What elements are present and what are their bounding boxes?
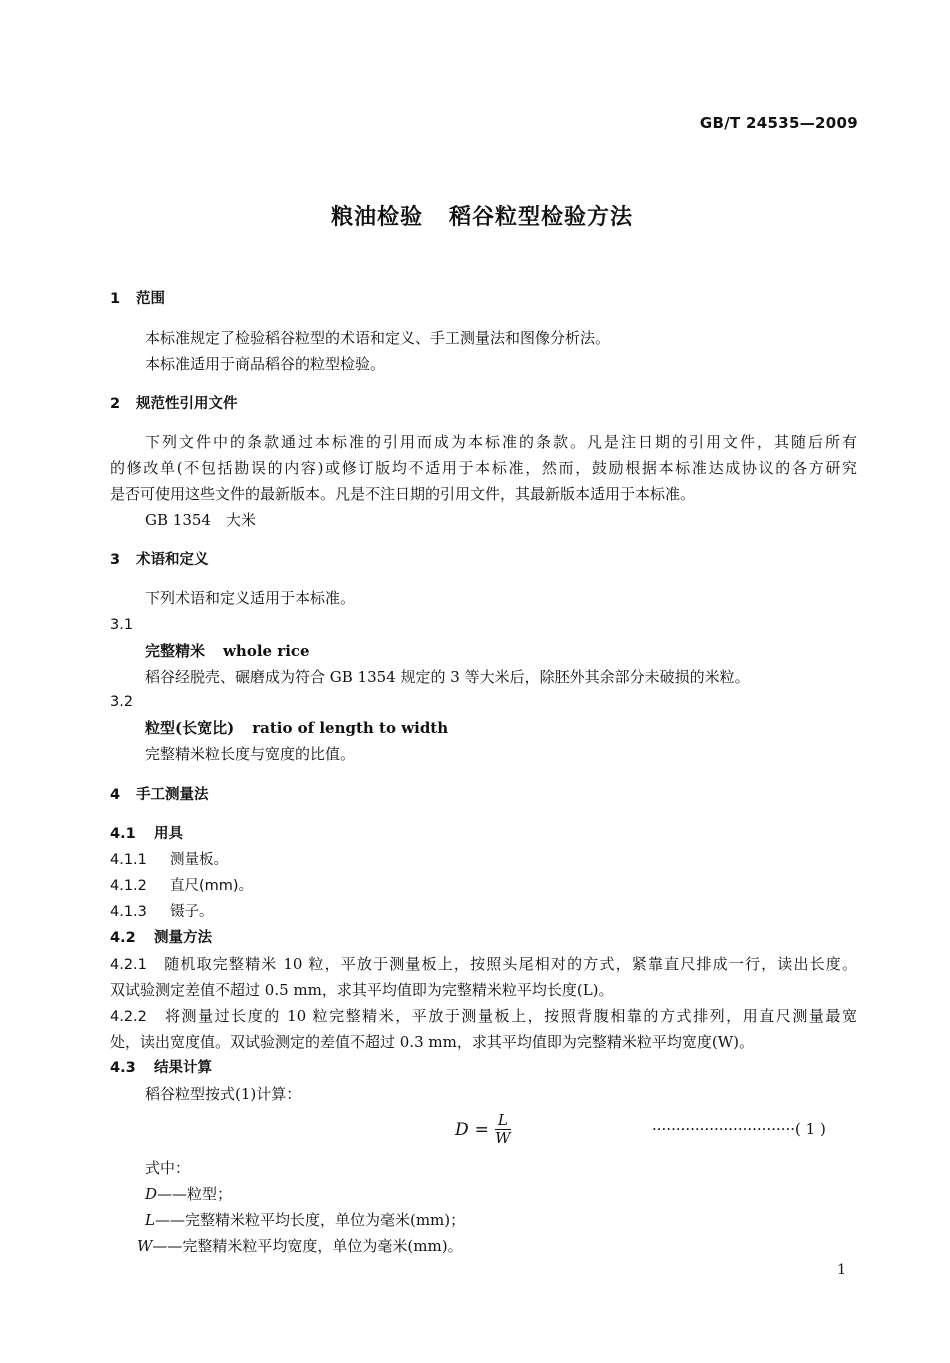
section-2-para-line-2: 的修改单(不包括勘误的内容)或修订版均不适用于本标准，然而，鼓励根据本标准达成协议的各方研究: [110, 459, 857, 477]
formula-numerator: L: [497, 1111, 508, 1129]
term-3-1-cn: 完整精米: [145, 642, 206, 660]
calculation-intro: 稻谷粒型按式(1)计算：: [145, 1085, 302, 1103]
term-3-1-definition: 稻谷经脱壳、碾磨成为符合 GB 1354 规定的 3 等大米后，除胚外其余部分未破损的米粒。: [145, 668, 750, 686]
term-3-2-title: [145, 718, 448, 738]
variable-l: L——完整精米粒平均长度，单位为毫米(mm)；: [145, 1211, 466, 1229]
term-3-1-number: 3.1: [110, 617, 134, 633]
section-4-2-1-line-1: 4.2.1 随机取完整精米 10 粒，平放于测量板上，按照头尾相对的方式，紧靠直尺排成一行，读出长度。: [110, 955, 857, 973]
variable-w: W——完整精米粒平均宽度，单位为毫米(mm)。: [137, 1237, 463, 1255]
title-part2: 稻谷粒型检验方法: [449, 205, 634, 230]
formula-equals: =: [474, 1119, 489, 1140]
section-2-para-line-3: 是否可使用这些文件的最新版本。凡是不注日期的引用文件，其最新版本适用于本标准。: [110, 485, 696, 503]
page-number: 1: [837, 1262, 846, 1278]
formula-lhs: D: [455, 1119, 469, 1140]
term-3-2-cn: 粒型(长宽比): [145, 719, 235, 737]
formula-fraction: [495, 1112, 511, 1147]
term-3-2-definition: 完整精米粒长度与宽度的比值。: [145, 745, 356, 763]
formula-1: [455, 1112, 511, 1147]
term-3-1-title: [145, 641, 310, 661]
standard-code: GB/T 24535—2009: [699, 114, 858, 132]
section-4-1-3: 4.1.3 镊子。: [110, 904, 214, 920]
section-1-para-2: 本标准适用于商品稻谷的粒型检验。: [145, 355, 386, 373]
section-1-para-1: 本标准规定了检验稻谷粒型的术语和定义、手工测量法和图像分析法。: [145, 329, 611, 347]
section-3-intro: 下列术语和定义适用于本标准。: [145, 589, 356, 607]
normative-reference: GB 1354 大米: [145, 511, 256, 529]
title-part1: 粮油检验: [330, 205, 423, 230]
section-2-heading: 2 规范性引用文件: [110, 396, 238, 412]
document-title: [0, 200, 950, 231]
where-label: 式中：: [145, 1159, 191, 1177]
formula-number: ······························( 1 ): [652, 1120, 826, 1138]
section-4-1-1: 4.1.1 测量板。: [110, 852, 228, 868]
section-4-1-2: 4.1.2 直尺(mm)。: [110, 878, 254, 894]
section-3-heading: 3 术语和定义: [110, 552, 209, 568]
formula-denominator: W: [495, 1129, 511, 1147]
section-4-1-heading: 4.1 用具: [110, 826, 183, 842]
term-3-2-en: ratio of length to width: [252, 719, 449, 737]
section-4-3-heading: 4.3 结果计算: [110, 1060, 212, 1076]
term-3-1-en: whole rice: [223, 642, 310, 660]
section-4-2-1-line-2: 双试验测定差值不超过 0.5 mm，求其平均值即为完整精米粒平均长度(L)。: [110, 981, 614, 999]
section-1-heading: 1 范围: [110, 291, 165, 307]
section-4-2-2-line-2: 处，读出宽度值。双试验测定的差值不超过 0.3 mm，求其平均值即为完整精米粒平均宽度(W)。: [110, 1033, 754, 1051]
term-3-2-number: 3.2: [110, 694, 134, 710]
section-4-2-2-line-1: 4.2.2 将测量过长度的 10 粒完整精米，平放于测量板上，按照背腹相靠的方式排列，用直尺测量最宽: [110, 1007, 857, 1025]
section-4-2-heading: 4.2 测量方法: [110, 930, 212, 946]
variable-d: D——粒型；: [145, 1185, 233, 1203]
section-2-para-line-1: 下列文件中的条款通过本标准的引用而成为本标准的条款。凡是注日期的引用文件，其随后所有: [145, 433, 857, 451]
section-4-heading: 4 手工测量法: [110, 787, 209, 803]
